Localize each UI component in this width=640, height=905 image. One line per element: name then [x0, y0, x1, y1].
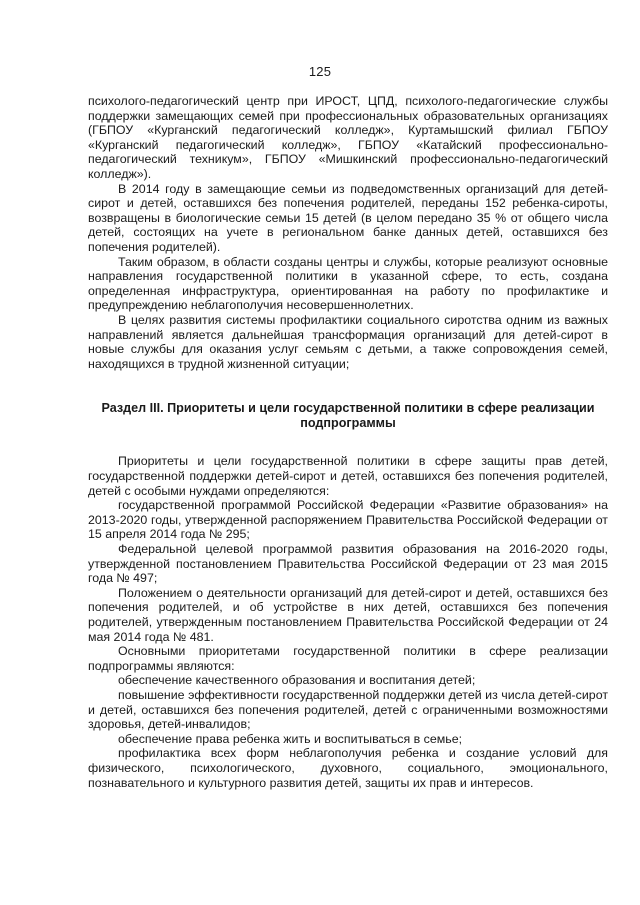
paragraph: государственной программой Российской Федерации «Развитие образования» на 2013-2020 годы, утвержденной распоряжением Правительства Российской Федерации от 15 апреля 2014 года № 295;	[88, 498, 608, 542]
paragraph: Положением о деятельности организаций для детей-сирот и детей, оставшихся без попечения родителей, и об устройстве в них детей, оставшихся без попечения родителей, утвержденным постановлением Правительства Российской Федерации от 24 мая 2014 года № 481.	[88, 585, 608, 644]
paragraph: профилактика всех форм неблагополучия ребенка и создание условий для физического, психологического, духовного, социального, эмоционального, познавательного и культурного развития детей, защиты их прав и интересов.	[88, 746, 608, 790]
paragraph: обеспечение права ребенка жить и воспитываться в семье;	[118, 731, 463, 746]
intro-paragraphs	[88, 94, 608, 371]
page-number: 125	[308, 64, 332, 79]
paragraph: психолого-педагогический центр при ИРОСТ, ЦПД, психолого-педагогические службы поддержки замещающих семей при профессиональных образовательных организациях (ГБПОУ «Курганский педагогический колледж», Куртамышский филиал ГБПОУ «Курганский педагогический колледж», ГБПОУ «Катайский профессионально-педагогический техникум», ГБПОУ «Мишкинский профессионально-педагогический колледж»).	[88, 94, 608, 181]
paragraph: Федеральной целевой программой развития образования на 2016-2020 годы, утвержденной постановлением Правительства Российской Федерации от 23 мая 2015 года № 497;	[88, 542, 608, 586]
paragraph: В 2014 году в замещающие семьи из подведомственных организаций для детей-сирот и детей, оставшихся без попечения родителей, переданы 152 ребенка-сироты, возвращены в биологические семьи 15 детей (в целом передано 35 % от общего числа детей, состоящих на учете в региональном банке данных детей, оставшихся без попечения родителей).	[88, 181, 608, 254]
paragraph: В целях развития системы профилактики социального сиротства одним из важных направлений является дальнейшая трансформация организаций для детей-сирот в новые службы для оказания услуг семьям с детьми, а также сопровождения семей, находящихся в трудной жизненной ситуации;	[88, 312, 608, 371]
paragraph: Основными приоритетами государственной политики в сфере реализации подпрограммы являются:	[88, 644, 608, 673]
priority-paragraphs	[88, 454, 608, 790]
paragraph: повышение эффективности государственной поддержки детей из числа детей-сирот и детей, оставшихся без попечения родителей, детей с ограниченными возможностями здоровья, детей-инвалидов;	[88, 687, 608, 732]
section-title: Раздел III. Приоритеты и цели государственной политики в сфере реализации подпрограммы	[101, 401, 595, 430]
paragraph: Таким образом, в области созданы центры и службы, которые реализуют основные направления государственной политики в указанной сфере, то есть, создана определенная инфраструктура, ориентированная на работу по профилактике и предупреждению неблагополучия несовершеннолетних.	[88, 254, 608, 313]
paragraph: Приоритеты и цели государственной политики в сфере защиты прав детей, государственной поддержки детей-сирот и детей, оставшихся без попечения родителей, детей с особыми нуждами определяются:	[88, 454, 608, 498]
paragraph: обеспечение качественного образования и воспитания детей;	[118, 673, 476, 688]
document-body	[88, 94, 608, 790]
